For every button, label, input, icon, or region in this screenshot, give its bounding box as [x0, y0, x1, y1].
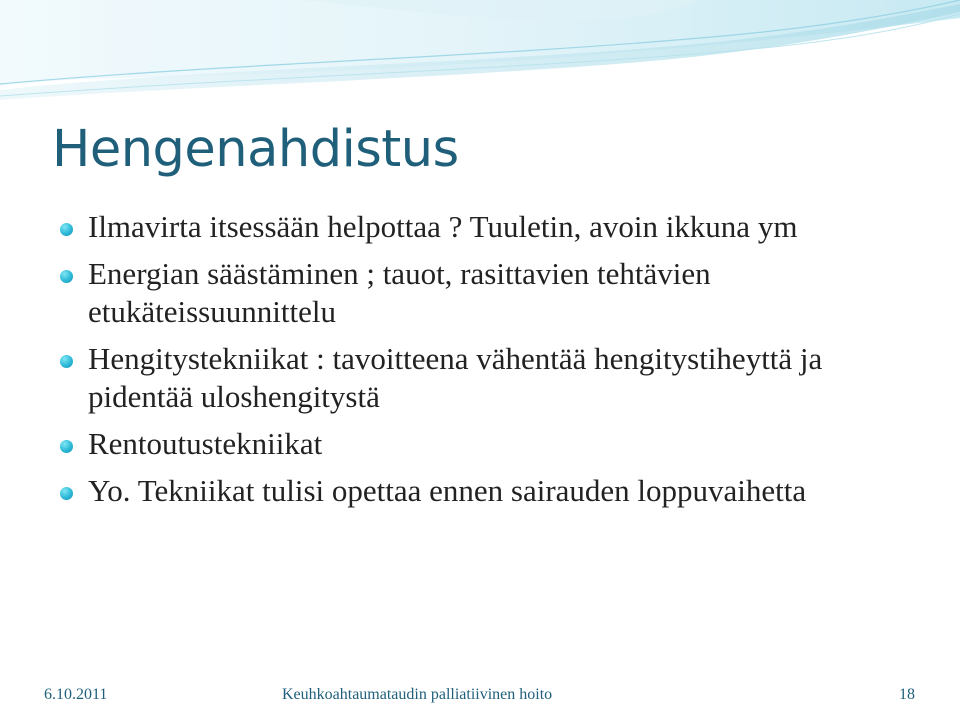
bullet-dot-icon — [60, 355, 73, 368]
bullet-item — [56, 208, 916, 246]
bullet-item — [56, 340, 916, 416]
footer-date: 6.10.2011 — [44, 686, 108, 703]
bullet-item — [56, 472, 916, 510]
bullet-item — [56, 425, 916, 463]
page-number: 18 — [899, 686, 915, 703]
bullet-text: Rentoutustekniikat — [88, 426, 323, 461]
bullet-text: Yo. Tekniikat tulisi opettaa ennen sairauden loppuvaihetta — [88, 473, 807, 508]
footer-title: Keuhkoahtaumataudin palliatiivinen hoito — [282, 686, 553, 703]
slide-title: Hengenahdistus — [52, 120, 459, 179]
bullet-list — [56, 208, 916, 519]
bullet-text: Hengitystekniikat : tavoitteena vähentää hengitystiheyttä ja pidentää uloshengitystä — [88, 341, 823, 414]
bullet-dot-icon — [60, 270, 73, 283]
bullet-dot-icon — [60, 440, 73, 453]
header-wave-decoration — [0, 0, 960, 110]
bullet-item — [56, 255, 916, 331]
bullet-dot-icon — [60, 487, 73, 500]
bullet-text: Energian säästäminen ; tauot, rasittavien tehtävien etukäteissuunnittelu — [88, 256, 711, 329]
bullet-text: Ilmavirta itsessään helpottaa ? Tuuletin, avoin ikkuna ym — [88, 209, 798, 244]
bullet-dot-icon — [60, 223, 73, 236]
